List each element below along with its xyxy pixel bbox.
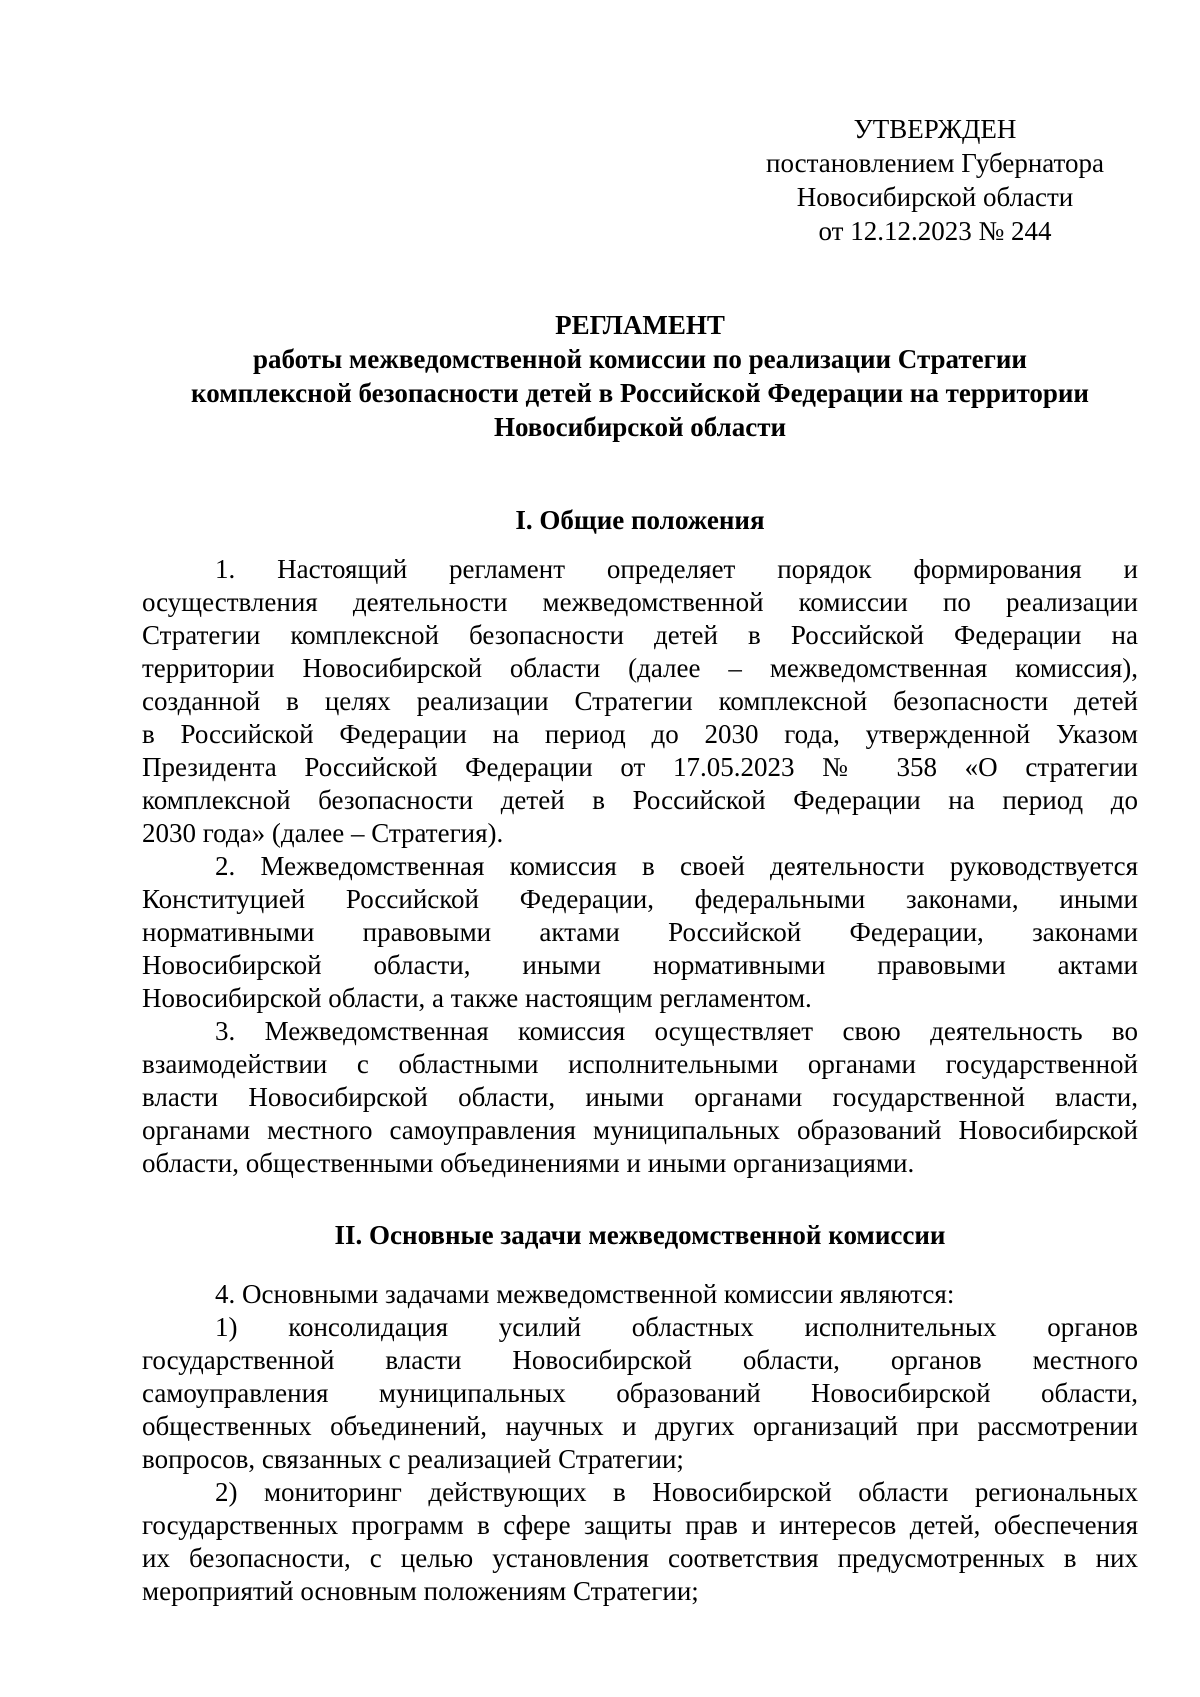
approval-authority: Новосибирской области — [796, 182, 1074, 212]
paragraph-3 — [142, 1015, 1138, 1180]
list-item-1 — [142, 1311, 1138, 1476]
paragraph-line: их безопасности, с целью установления соответствия предусмотренных в них — [142, 1543, 1138, 1573]
paragraph-line: мероприятий основным положениям Стратегии; — [142, 1576, 699, 1606]
paragraph-line: власти Новосибирской области, иными органами государственной власти, — [142, 1082, 1138, 1112]
approval-status: УТВЕРЖДЕН — [853, 114, 1017, 144]
paragraph-line: органами местного самоуправления муниципальных образований Новосибирской — [142, 1115, 1138, 1145]
paragraph-line: 2030 года» (далее – Стратегия). — [142, 818, 504, 848]
paragraph-line: 2. Межведомственная комиссия в своей деятельности руководствуется — [215, 851, 1138, 881]
paragraph-4 — [142, 1278, 1138, 1311]
paragraph-line: 1) консолидация усилий областных исполнительных органов — [215, 1312, 1138, 1342]
paragraph-line: в Российской Федерации на период до 2030 года, утвержденной Указом — [142, 719, 1138, 749]
section-heading-tasks: II. Основные задачи межведомственной комиссии — [334, 1220, 946, 1250]
paragraph-line: общественных объединений, научных и других организаций при рассмотрении — [142, 1411, 1138, 1441]
section-heading-general: I. Общие положения — [515, 505, 765, 535]
approval-stamp-block — [740, 112, 1130, 248]
title-line: комплексной безопасности детей в Российской Федерации на территории — [191, 378, 1089, 408]
paragraph-line: 1. Настоящий регламент определяет порядок формирования и — [215, 554, 1138, 584]
paragraph-2 — [142, 850, 1138, 1015]
paragraph-line: самоуправления муниципальных образований Новосибирской области, — [142, 1378, 1138, 1408]
paragraph-line: территории Новосибирской области (далее – межведомственная комиссия), — [142, 653, 1138, 683]
paragraph-line: созданной в целях реализации Стратегии комплексной безопасности детей — [142, 686, 1138, 716]
paragraph-line: нормативными правовыми актами Российской Федерации, законами — [142, 917, 1138, 947]
paragraph-line: Новосибирской области, иными нормативными правовыми актами — [142, 950, 1138, 980]
paragraph-line: осуществления деятельности межведомственной комиссии по реализации — [142, 587, 1138, 617]
title-line: РЕГЛАМЕНТ — [555, 310, 725, 340]
paragraph-line: 2) мониторинг действующих в Новосибирской области региональных — [215, 1477, 1138, 1507]
paragraph-line: государственной власти Новосибирской области, органов местного — [142, 1345, 1138, 1375]
document-title — [140, 308, 1140, 444]
paragraph-line: 3. Межведомственная комиссия осуществляет свою деятельность во — [215, 1016, 1138, 1046]
title-line: работы межведомственной комиссии по реализации Стратегии — [253, 344, 1027, 374]
paragraph-line: Новосибирской области, а также настоящим регламентом. — [142, 983, 812, 1013]
paragraph-line: Президента Российской Федерации от 17.05.2023 № 358 «О стратегии — [142, 752, 1138, 782]
paragraph-line: Стратегии комплексной безопасности детей в Российской Федерации на — [142, 620, 1138, 650]
approval-date-number: от 12.12.2023 № 244 — [818, 216, 1052, 246]
paragraph-line: комплексной безопасности детей в Российской Федерации на период до — [142, 785, 1138, 815]
list-item-2 — [142, 1476, 1138, 1608]
approval-act-type: постановлением Губернатора — [766, 148, 1104, 178]
paragraph-line: вопросов, связанных с реализацией Стратегии; — [142, 1444, 684, 1474]
title-line: Новосибирской области — [493, 412, 787, 442]
paragraph-line: 4. Основными задачами межведомственной комиссии являются: — [215, 1279, 955, 1309]
paragraph-line: государственных программ в сфере защиты прав и интересов детей, обеспечения — [142, 1510, 1138, 1540]
paragraph-line: Конституцией Российской Федерации, федеральными законами, иными — [142, 884, 1138, 914]
paragraph-line: взаимодействии с областными исполнительными органами государственной — [142, 1049, 1138, 1079]
paragraph-1 — [142, 553, 1138, 850]
paragraph-line: области, общественными объединениями и иными организациями. — [142, 1148, 915, 1178]
